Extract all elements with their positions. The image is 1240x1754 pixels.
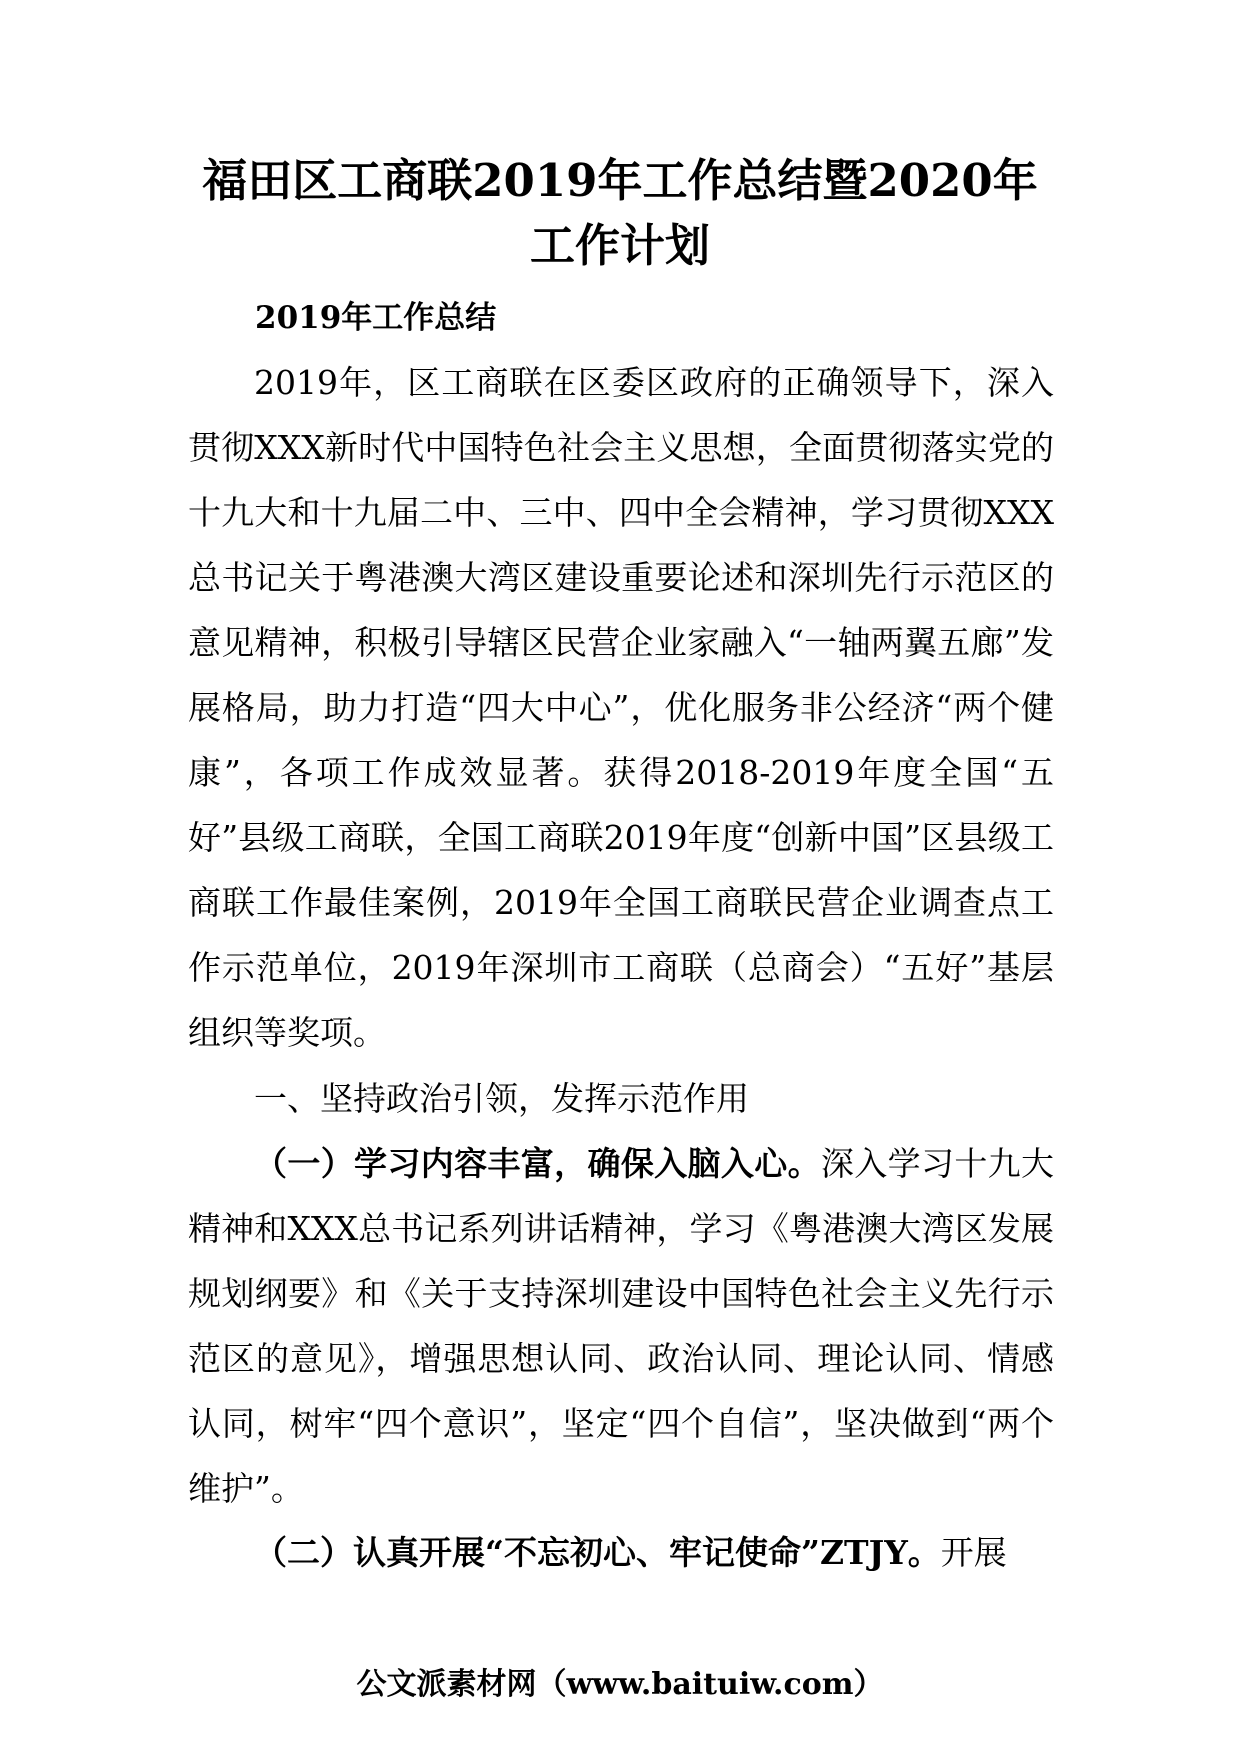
heading-1: 一、坚持政治引领，发挥示范作用 xyxy=(254,1079,749,1118)
document-title: 福田区工商联2019年工作总结暨2020年工作计划 xyxy=(202,154,1038,272)
intro-paragraph: 2019年，区工商联在区委区政府的正确领导下，深入贯彻XXX新时代中国特色社会主义思想，全面贯彻落实党的十九大和十九届二中、三中、四中全会精神，学习贯彻XXX总书记关于粤港澳大湾区建设重要论述和深圳先行示范区的意见精神，积极引导辖区民营企业家融入“一轴两翼五廊”发展格局，助力打造“四大中心”，优化服务非公经济“两个健康”，各项工作成效显著。获得2018-2019年度全国“五好”县级工商联，全国工商联2019年度“创新中国”区县级工商联工作最佳案例，2019年全国工商联民营企业调查点工作示范单位，2019年深圳市工商联（总商会）“五好”基层组织等奖项。 xyxy=(188,363,1054,1052)
item-2-paragraph xyxy=(188,1520,1054,1585)
item-1-body: 深入学习十九大精神和XXX总书记系列讲话精神，学习《粤港澳大湾区发展规划纲要》和《关于支持深圳建设中国特色社会主义先行示范区的意见》，增强思想认同、政治认同、理论认同、情感认同，树牢“四个意识”，坚定“四个自信”，坚决做到“两个维护”。 xyxy=(188,1144,1055,1508)
item-2-body: 开展 xyxy=(940,1533,1007,1572)
section-heading: 2019年工作总结 xyxy=(255,300,497,336)
item-1-paragraph xyxy=(188,1131,1054,1521)
source-footer: 公文派素材网（www.baituiw.com） xyxy=(356,1667,884,1702)
item-1-lead: （一）学习内容丰富，确保入脑入心。 xyxy=(254,1144,821,1183)
item-2-lead: （二）认真开展“不忘初心、牢记使命”ZTJY。 xyxy=(254,1533,941,1572)
